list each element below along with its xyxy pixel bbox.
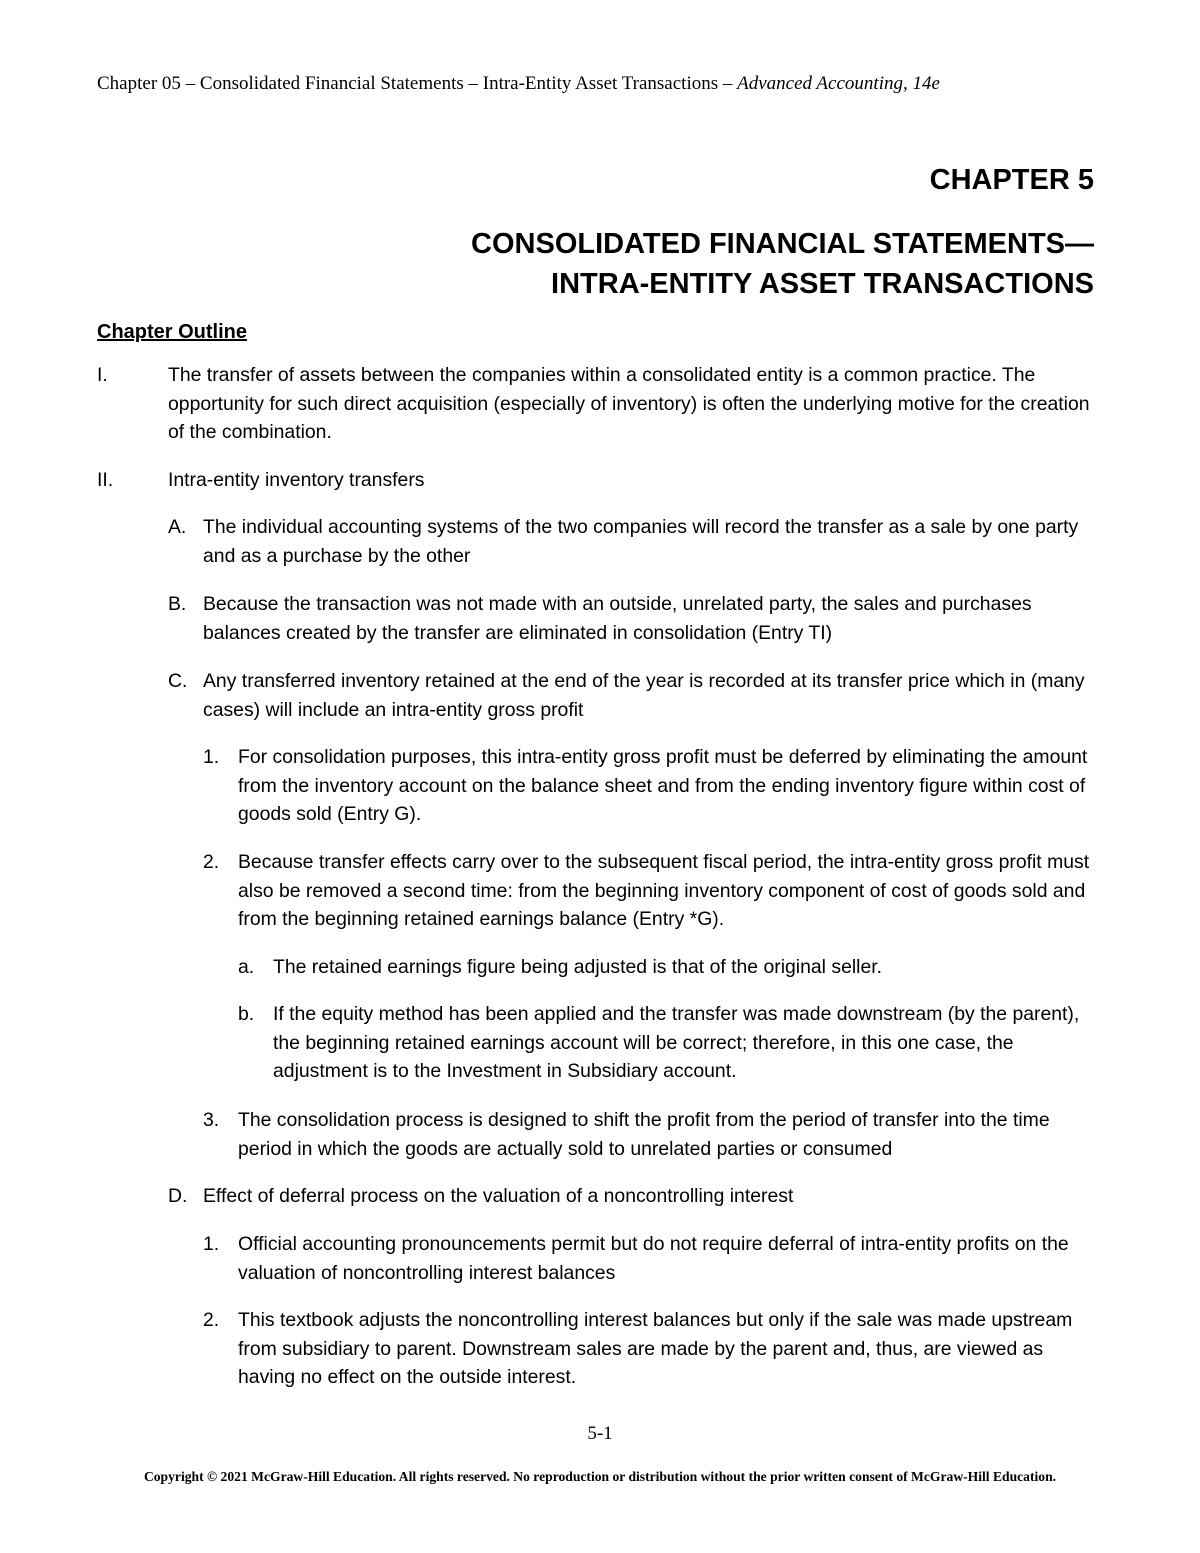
- chapter-title: [471, 224, 1094, 304]
- outline-item-ii-c-2-b: [238, 1000, 1092, 1086]
- outline-text: If the equity method has been applied and the transfer was made downstream (by the parent), the beginning retained earnings account will be correct; therefore, in this one case, the adjustment is to the Investment in Subsidiary account.: [273, 1003, 1080, 1083]
- outline-text: Official accounting pronouncements permit but do not require deferral of intra-entity profits on the valuation of noncontrolling interest balances: [238, 1233, 1069, 1284]
- outline-marker: B.: [168, 593, 187, 615]
- outline-marker: 2.: [203, 851, 220, 873]
- copyright-notice: Copyright © 2021 McGraw-Hill Education. All rights reserved. No reproduction or distribution without the prior written consent of McGraw-Hill Education.: [143, 1469, 1057, 1484]
- outline-marker: D.: [168, 1185, 188, 1207]
- outline-marker: II.: [97, 469, 114, 491]
- chapter-number: CHAPTER 5: [929, 164, 1094, 196]
- page-number: 5-1: [587, 1423, 613, 1444]
- outline-item-ii-d-2: [203, 1306, 1092, 1392]
- outline-marker: b.: [238, 1003, 255, 1025]
- outline-text: For consolidation purposes, this intra-entity gross profit must be deferred by eliminating the amount from the inventory account on the balance sheet and from the ending inventory figure within cost of goods sold (Entry G).: [238, 746, 1088, 826]
- book-title: Advanced Accounting, 14e: [737, 73, 940, 94]
- chapter-title-line-1: CONSOLIDATED FINANCIAL STATEMENTS—: [471, 228, 1094, 260]
- outline-text: The consolidation process is designed to shift the profit from the period of transfer into the time period in which the goods are actually sold to unrelated parties or consumed: [238, 1109, 1050, 1160]
- outline-heading: Chapter Outline: [97, 321, 248, 343]
- outline-text: The retained earnings figure being adjusted is that of the original seller.: [273, 956, 883, 978]
- outline-item-ii-d-1: [203, 1230, 1092, 1287]
- outline-marker: C.: [168, 670, 188, 692]
- outline-item-ii-c-3: [203, 1106, 1092, 1163]
- chapter-title-line-2: INTRA-ENTITY ASSET TRANSACTIONS: [551, 268, 1094, 300]
- outline-text: Effect of deferral process on the valuation of a noncontrolling interest: [203, 1185, 794, 1207]
- outline-item-ii-c-1: [203, 743, 1092, 829]
- outline-marker: I.: [97, 364, 108, 386]
- outline-item-ii-c-2-a: [238, 953, 1092, 982]
- outline-text: The individual accounting systems of the two companies will record the transfer as a sale by one party and as a purchase by the other: [203, 516, 1079, 567]
- outline-marker: A.: [168, 516, 187, 538]
- outline-marker: 1.: [203, 746, 220, 768]
- outline-item-ii: [97, 466, 1092, 495]
- outline-item-ii-c-2: [203, 848, 1092, 934]
- outline-item-ii-b: [168, 590, 1092, 647]
- outline-item-i: [97, 361, 1092, 447]
- outline-text: Because transfer effects carry over to the subsequent fiscal period, the intra-entity gross profit must also be removed a second time: from the beginning inventory component of cost of goods sold and from the beginning retained earnings balance (Entry *G).: [238, 851, 1090, 931]
- outline-text: Any transferred inventory retained at the end of the year is recorded at its transfer price which in (many cases) will include an intra-entity gross profit: [203, 670, 1085, 721]
- running-header: [97, 72, 940, 96]
- outline-item-ii-d: [168, 1182, 1092, 1211]
- outline-item-ii-c: [168, 667, 1092, 724]
- outline-text: Because the transaction was not made with an outside, unrelated party, the sales and purchases balances created by the transfer are eliminated in consolidation (Entry TI): [203, 593, 1032, 644]
- outline-text: This textbook adjusts the noncontrolling interest balances but only if the sale was made upstream from subsidiary to parent. Downstream sales are made by the parent and, thus, are viewed as having no effect on the outside interest.: [238, 1309, 1073, 1389]
- outline-item-ii-a: [168, 513, 1092, 570]
- outline-marker: a.: [238, 956, 255, 978]
- outline-text: Intra-entity inventory transfers: [168, 469, 425, 491]
- outline-marker: 2.: [203, 1309, 220, 1331]
- outline-marker: 1.: [203, 1233, 220, 1255]
- running-header-text: Chapter 05 – Consolidated Financial Statements – Intra-Entity Asset Transactions –: [97, 73, 738, 94]
- outline-marker: 3.: [203, 1109, 220, 1131]
- outline-text: The transfer of assets between the companies within a consolidated entity is a common practice. The opportunity for such direct acquisition (especially of inventory) is often the underlying motive for the creation of the combination.: [168, 364, 1090, 444]
